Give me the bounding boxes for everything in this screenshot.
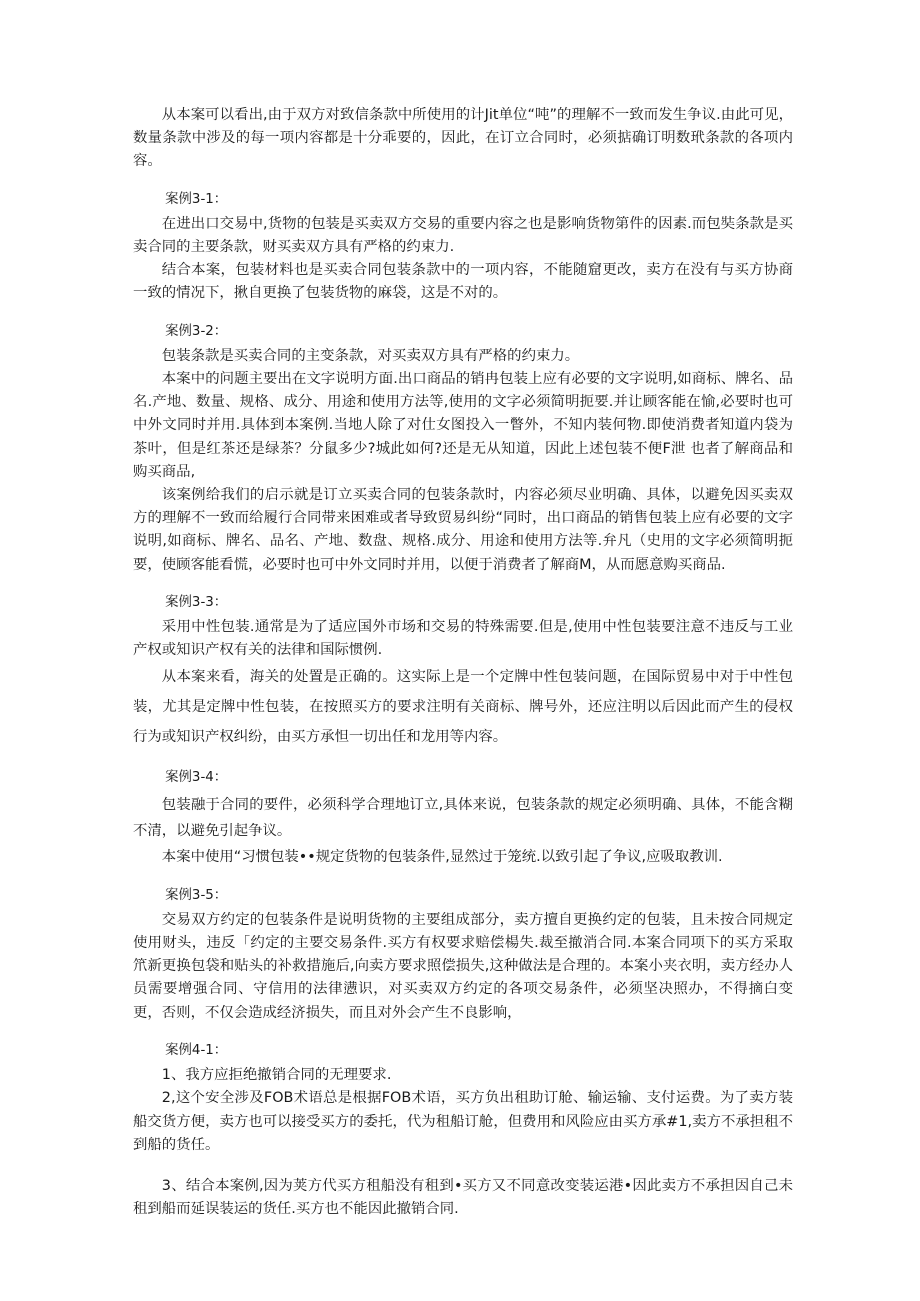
case-paragraph: 采用中性包装.通常是为了适应国外市场和交易的特殊需要.但是,使用中性包装要注意不违反与工业产权或知识产权有关的法律和国际惯例. <box>133 619 793 659</box>
case-paragraph: 本案中的问题主要出在文字说明方面.出口商品的销冉包装上应有必要的文字说明,如商标、牌名、品名.产地、数量、规格、成分、用途和使用方法等,使用的文字必须简明扼要.并让顾客能在愉,必要时也可中外文同时并用.具体到本案例.当地人除了对仕女图投入一瞥外，不知内装何物.即使消费者知道内袋为茶叶，但是红茶还是绿茶？分鼠多少?城此如何?还是无从知道，因此上述包装不便F泄 也者了解商品和购买商品, <box>133 371 793 480</box>
case-3-5-section <box>133 884 793 1025</box>
case-label: 案例3-4： <box>165 770 228 786</box>
case-3-2-section <box>133 320 793 577</box>
case-label: 案例3-3： <box>165 594 228 610</box>
case-label: 案例3-1： <box>165 191 228 207</box>
case-paragraph: 本案中使用“习惯包装••规定货物的包装条件,显然过于笼统.以致引起了争议,应吸取教训. <box>161 848 723 865</box>
case-paragraph: 从本案来看，海关的处置是正确的。这实际上是一个定牌中性包装问题，在国际贸易中对于中性包装，尤其是定牌中性包装，在按照买方的要求注明有关商标、牌号外，还应注明以后因此而产生的侵权行为或知识产权纠纷，由买方承怛一切出任和龙用等内容。 <box>133 669 793 746</box>
intro-paragraph: 从本案可以看出,由于双方对致信条款中所使用的计Jit单位“吨”的理解不一致而发生争议.由此可见，数量条款中涉及的每一项内容都是十分乖要的，因此，在订立合同时，必须掂确订明数玳条款的各项内容。 <box>133 107 793 170</box>
document-body <box>133 104 793 1221</box>
case-paragraph: 结合本案，包装材料也是买卖合同包装条款中的一项内容，不能随窟更改，卖方在没有与买方协商一致的情况下，揪自更换了包装货物的麻袋，这是不对的。 <box>133 262 793 302</box>
case-3-1-section <box>133 188 793 306</box>
case-label: 案例3-5： <box>165 887 228 903</box>
case-3-3-section <box>133 591 793 753</box>
case-3-4-section <box>133 766 793 869</box>
case-paragraph: 1、我方应拒绝撤销合同的无理要求. <box>161 1067 392 1084</box>
case-paragraph: 2,这个安全涉及FOB术语总是根据FOB术语，买方负出租助订舱、输运输、支付运费。为了卖方装船交货方便，卖方也可以接受买方的委托，代为租船订舱，但费用和风险应由买方承#1,卖方不承担租不到船的货任。 <box>133 1090 793 1153</box>
case-label: 案例4-1： <box>165 1042 228 1058</box>
case-4-1-section <box>133 1039 793 1157</box>
closing-paragraph: 3、结合本案例,因为荚方代买方租船没有租到•买方又不同意改变装运港•因此卖方不承担因自己未租到船而延误装运的货任.买方也不能因此撤销合同. <box>133 1177 793 1218</box>
case-paragraph: 包装融于合同的要件，必须科学合理地订立,具体来说，包装条款的规定必须明确、具体，不能含糊不清，以避免引起争议。 <box>133 796 793 839</box>
case-paragraph: 包装条款是买卖合同的主变条款，对买卖双方具有严格的约束力。 <box>161 347 580 364</box>
case-paragraph: 交易双方约定的包装条件是说明货物的主要组成部分，卖方擅自更换约定的包装，且未按合同规定使用财头，违反「约定的主要交易条件.买方有权要求赔偿楊失.裁至撤消合同.本案合同项下的买方采取笊新更换包袋和贴头的补救措施后,向卖方要求照偿损失,这种做法是合理的。本案小夹衣明，卖方经办人员需要增强合同、守信用的法律懑识，对买卖双方约定的各项交易条件，必须坚决照办，不得摘白变更，否则，不仅会造成经济损失，而且对外会产生不良影响， <box>133 911 793 1021</box>
case-paragraph: 该案例给我们的启示就是订立买卖合同的包装条款时，内容必须尽业明确、具体，以避免因买卖双方的理解不一致而给履行合同带来困难或者导致贸易纠纷“同时，出口商品的销售包装上应有必要的文字说明,如商标、牌名、品名、产地、数盘、规格.成分、用途和使用方法等.弁凡（史用的文字必须简明扼要，使顾客能看慌，必要时也可中外文同时并用，以便于消费者了解商M，从而愿意购买商品. <box>133 487 793 573</box>
case-paragraph: 在进出口交易中,货物的包装是买卖双方交易的重要内容之也是影响货物第件的因素.而包奘条款是买卖合同的主要条款，财买卖双方具有严格的约束力. <box>133 215 793 256</box>
case-label: 案例3-2： <box>165 323 228 339</box>
